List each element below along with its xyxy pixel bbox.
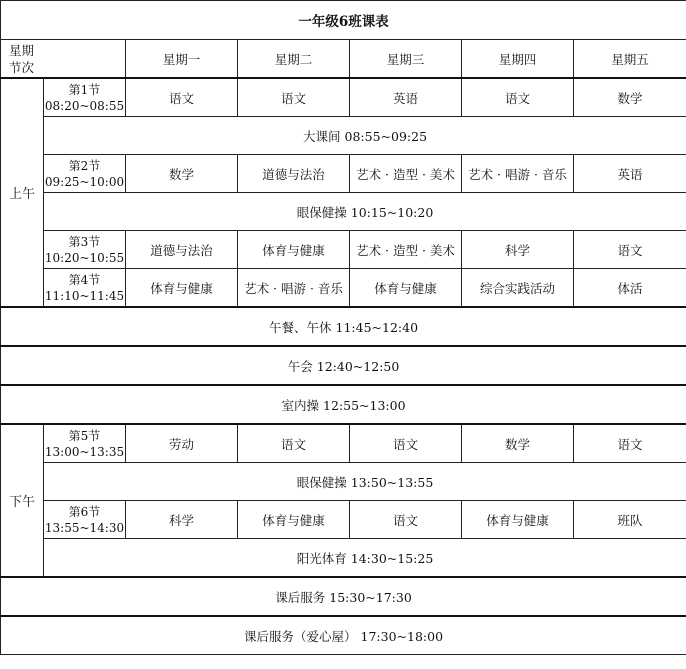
afternoon-label: 下午	[1, 424, 44, 577]
period-2-time: 09:25~10:00	[44, 174, 125, 189]
break-indoor-exercise: 室内操 12:55~13:00	[1, 385, 686, 424]
period-1-time: 08:20~08:55	[44, 98, 125, 113]
break-after-school-love: 课后服务（爱心屋） 17:30~18:00	[1, 616, 686, 655]
subject-cell: 语文	[574, 231, 686, 269]
subject-cell: 体活	[574, 269, 686, 308]
break-eye-exercise-am: 眼保健操 10:15~10:20	[44, 193, 686, 231]
subject-cell: 数学	[126, 155, 238, 193]
subject-cell: 艺术 · 唱游 · 音乐	[462, 155, 574, 193]
subject-cell: 体育与健康	[126, 269, 238, 308]
break-big-break: 大课间 08:55~09:25	[44, 117, 686, 155]
subject-cell: 语文	[350, 424, 462, 463]
period-2-label	[44, 155, 126, 193]
subject-cell: 艺术 · 唱游 · 音乐	[238, 269, 350, 308]
corner-period-label: 节次	[9, 59, 35, 75]
period-6-time: 13:55~14:30	[44, 520, 125, 535]
day-header-mon: 星期一	[126, 40, 238, 79]
period-3-time: 10:20~10:55	[44, 250, 125, 265]
subject-cell: 班队	[574, 501, 686, 539]
subject-cell: 英语	[350, 78, 462, 117]
break-lunch: 午餐、午休 11:45~12:40	[1, 307, 686, 346]
period-2-name: 第2节	[68, 158, 101, 173]
period-3-label	[44, 231, 126, 269]
header-corner-cell	[1, 40, 126, 79]
subject-cell: 语文	[238, 78, 350, 117]
period-4-name: 第4节	[68, 272, 101, 287]
subject-cell: 道德与法治	[238, 155, 350, 193]
day-header-thu: 星期四	[462, 40, 574, 79]
break-after-school-service: 课后服务 15:30~17:30	[1, 577, 686, 616]
break-eye-exercise-pm: 眼保健操 13:50~13:55	[44, 463, 686, 501]
period-1-label	[44, 78, 126, 117]
corner-weekday-label: 星期	[9, 42, 35, 58]
subject-cell: 艺术 · 造型 · 美术	[350, 155, 462, 193]
subject-cell: 体育与健康	[350, 269, 462, 308]
subject-cell: 科学	[462, 231, 574, 269]
subject-cell: 语文	[462, 78, 574, 117]
period-4-label	[44, 269, 126, 308]
period-5-label	[44, 424, 126, 463]
break-sunshine-sports: 阳光体育 14:30~15:25	[44, 539, 686, 578]
period-3-name: 第3节	[68, 234, 101, 249]
subject-cell: 英语	[574, 155, 686, 193]
subject-cell: 数学	[574, 78, 686, 117]
period-6-label	[44, 501, 126, 539]
subject-cell: 科学	[126, 501, 238, 539]
day-header-tue: 星期二	[238, 40, 350, 79]
subject-cell: 综合实践活动	[462, 269, 574, 308]
subject-cell: 体育与健康	[462, 501, 574, 539]
subject-cell: 数学	[462, 424, 574, 463]
period-5-name: 第5节	[68, 428, 101, 443]
period-5-time: 13:00~13:35	[44, 444, 125, 459]
subject-cell: 语文	[126, 78, 238, 117]
period-6-name: 第6节	[68, 504, 101, 519]
subject-cell: 体育与健康	[238, 231, 350, 269]
morning-label: 上午	[1, 78, 44, 307]
subject-cell: 劳动	[126, 424, 238, 463]
subject-cell: 体育与健康	[238, 501, 350, 539]
subject-cell: 语文	[574, 424, 686, 463]
day-header-fri: 星期五	[574, 40, 686, 79]
subject-cell: 道德与法治	[126, 231, 238, 269]
period-1-name: 第1节	[68, 82, 101, 97]
day-header-wed: 星期三	[350, 40, 462, 79]
timetable-title: 一年级6班课表	[1, 1, 686, 40]
subject-cell: 语文	[238, 424, 350, 463]
subject-cell: 艺术 · 造型 · 美术	[350, 231, 462, 269]
break-noon-meeting: 午会 12:40~12:50	[1, 346, 686, 385]
subject-cell: 语文	[350, 501, 462, 539]
period-4-time: 11:10~11:45	[44, 288, 125, 303]
